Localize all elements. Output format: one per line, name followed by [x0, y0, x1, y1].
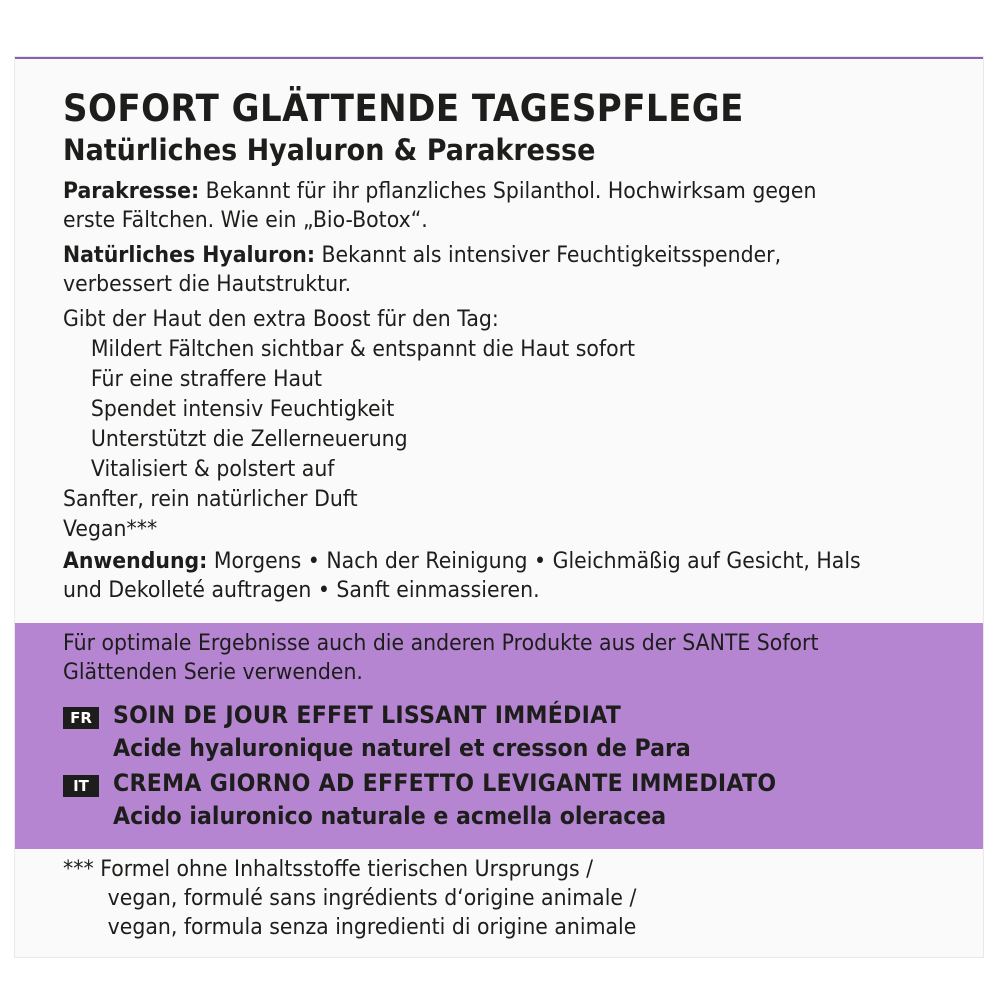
scent-line: Sanfter, rein natürlicher Duft: [63, 487, 358, 512]
product-title: SOFORT GLÄTTENDE TAGESPFLEGE: [63, 87, 744, 130]
translation-it-text: [113, 767, 776, 833]
hyaluron-label: Natürliches Hyaluron:: [63, 243, 316, 268]
parakresse-text: Bekannt für ihr pflanzliches Spilanthol. Hochwirksam gegen erste Fältchen. Wie ein „Bio-Botox“.: [63, 179, 817, 233]
benefit-item: Spendet intensiv Feuchtigkeit: [90, 397, 395, 422]
product-label-panel: [15, 57, 983, 957]
hyaluron-text: Bekannt als intensiver Feuchtigkeitsspender, verbessert die Hautstruktur.: [63, 243, 782, 297]
benefit-item: Vitalisiert & polstert auf: [90, 457, 335, 482]
purple-band-content: [63, 629, 963, 835]
footnote: [63, 855, 900, 942]
usage-text: Morgens • Nach der Reinigung • Gleichmäßig auf Gesicht, Hals und Dekolleté auftragen • Sanft einmassieren.: [63, 549, 861, 603]
lang-badge-it: IT: [63, 775, 99, 797]
benefit-item: Mildert Fältchen sichtbar & entspannt die Haut sofort: [90, 337, 636, 362]
series-note: Für optimale Ergebnisse auch die anderen Produkte aus der SANTE Sofort Glättenden Serie verwenden.: [63, 631, 819, 685]
purple-band: [15, 623, 983, 849]
lang-badge-fr: FR: [63, 707, 99, 729]
parakresse-label: Parakresse:: [63, 179, 200, 204]
hyaluron-paragraph: [63, 241, 863, 299]
benefits-list: [63, 305, 900, 515]
footnote-line-2: vegan, formulé sans ingrédients d‘origine animale /: [107, 886, 637, 911]
benefit-item: Für eine straffere Haut: [90, 367, 323, 392]
boost-intro: Gibt der Haut den extra Boost für den Tag:: [63, 307, 499, 332]
usage-label: Anwendung:: [63, 549, 208, 574]
footnote-line-1: *** Formel ohne Inhaltsstoffe tierischen Ursprungs /: [63, 857, 594, 882]
translation-it-subtitle: Acido ialuronico naturale e acmella oleracea: [113, 802, 667, 830]
product-subtitle: Natürliches Hyaluron & Parakresse: [63, 133, 596, 167]
footnote-line-3: vegan, formula senza ingredienti di origine animale: [107, 915, 637, 940]
benefit-item: Unterstützt die Zellerneuerung: [90, 427, 408, 452]
vegan-line: Vegan***: [63, 517, 158, 542]
translation-fr-title: SOIN DE JOUR EFFET LISSANT IMMÉDIAT: [113, 701, 622, 729]
german-section: [63, 87, 963, 611]
parakresse-paragraph: [63, 177, 863, 235]
translation-it: [63, 767, 963, 833]
translation-fr-text: [113, 699, 691, 765]
translation-fr-subtitle: Acide hyaluronique naturel et cresson de Para: [113, 734, 691, 762]
usage-paragraph: [63, 547, 863, 605]
translation-it-title: CREMA GIORNO AD EFFETTO LEVIGANTE IMMEDIATO: [113, 769, 777, 797]
translation-fr: [63, 699, 963, 765]
